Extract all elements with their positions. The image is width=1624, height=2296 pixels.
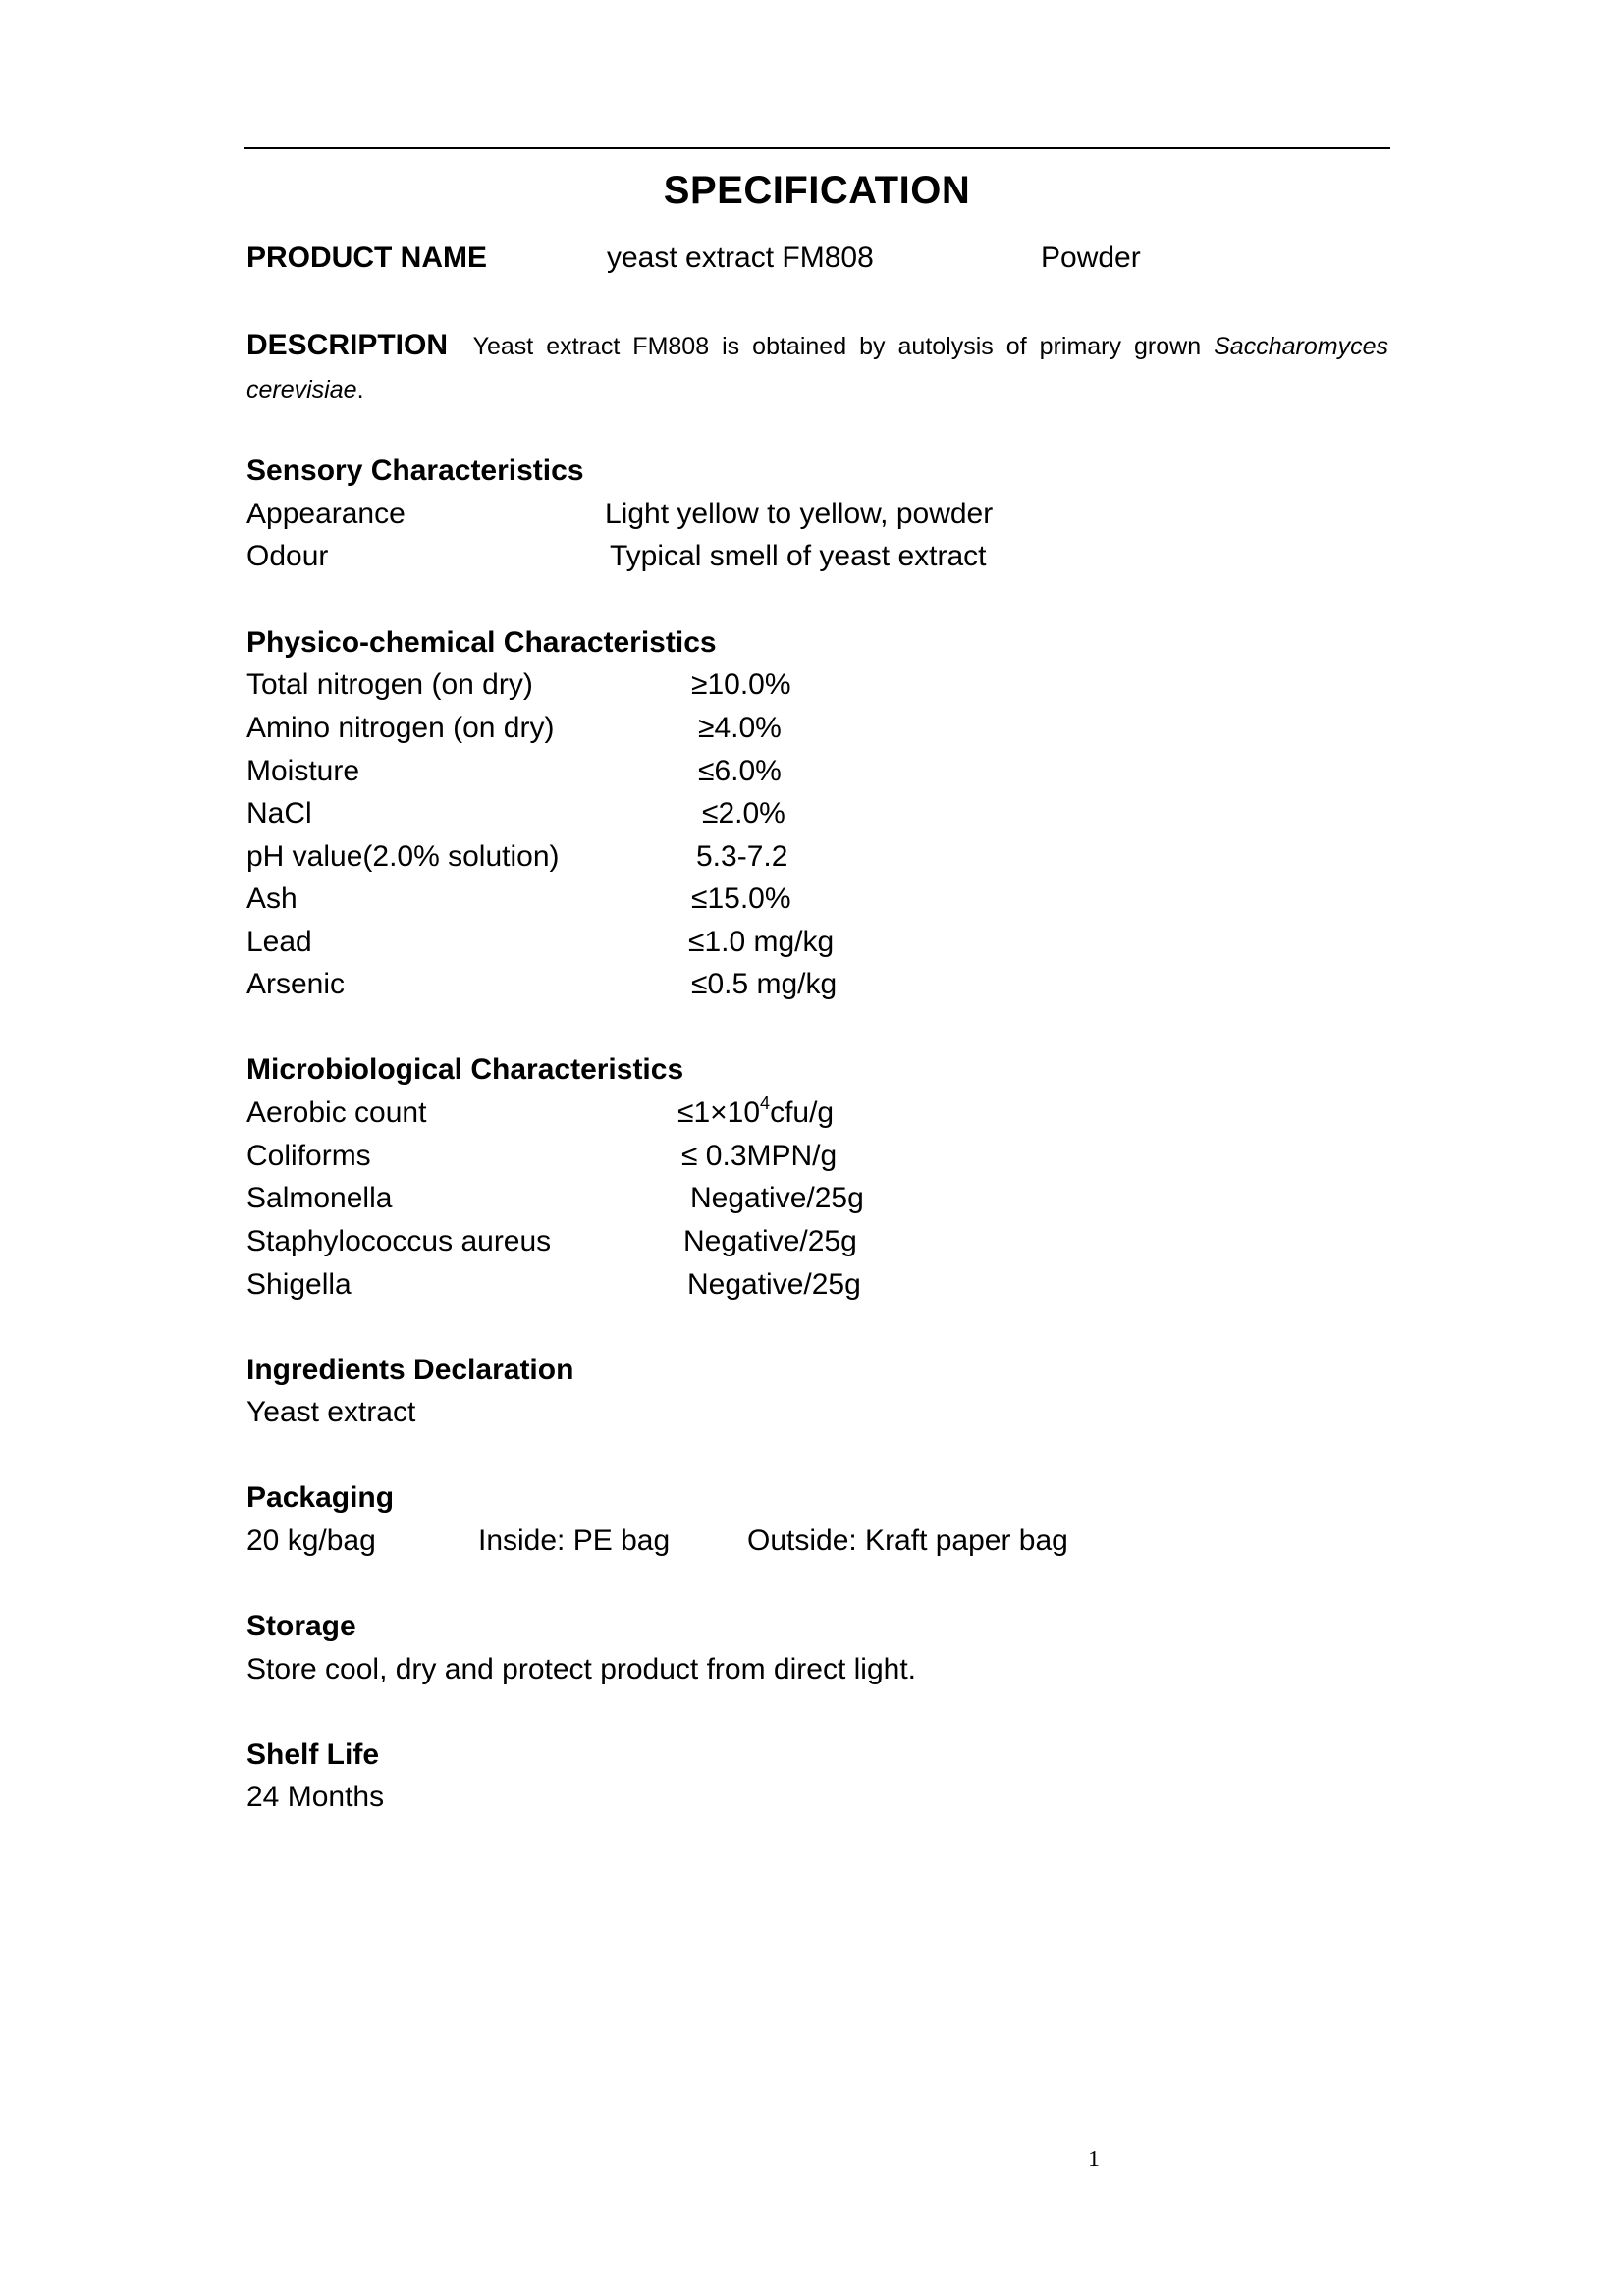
physico-row-label: Total nitrogen (on dry) — [246, 668, 533, 701]
micro-row-value: Negative/25g — [687, 1268, 861, 1301]
physico-row-label: NaCl — [246, 797, 312, 829]
description-text-end: . — [356, 376, 364, 403]
storage-text: Store cool, dry and protect product from direct light. — [246, 1653, 916, 1685]
description-species: Saccharomyces cerevisiae — [246, 333, 1388, 403]
physico-row-label: Amino nitrogen (on dry) — [246, 712, 555, 744]
description-paragraph — [246, 324, 1388, 411]
micro-heading: Microbiological Characteristics — [246, 1053, 684, 1086]
header-rule — [244, 147, 1390, 149]
micro-row-value — [677, 1095, 834, 1131]
micro-row-label: Aerobic count — [246, 1096, 427, 1129]
sensory-row-value: Typical smell of yeast extract — [610, 540, 987, 572]
shelf-life-heading: Shelf Life — [246, 1738, 380, 1771]
product-name-label: PRODUCT NAME — [246, 241, 487, 274]
packaging-outside: Outside: Kraft paper bag — [747, 1524, 1068, 1557]
physico-row-value: ≥10.0% — [691, 668, 791, 701]
page-number: 1 — [1088, 2147, 1100, 2172]
physico-row-value: ≤1.0 mg/kg — [688, 926, 835, 958]
physico-row-value: ≤6.0% — [698, 755, 782, 787]
physico-row-label: Arsenic — [246, 968, 346, 1000]
micro-row-label: Staphylococcus aureus — [246, 1225, 552, 1257]
description-text: Yeast extract FM808 is obtained by autolysis of primary grown — [472, 333, 1215, 360]
micro-row-label: Salmonella — [246, 1182, 393, 1214]
physico-row-label: Lead — [246, 926, 312, 958]
sensory-row-label: Odour — [246, 540, 329, 572]
description-label: DESCRIPTION — [246, 329, 449, 361]
micro-row-value: ≤ 0.3MPN/g — [681, 1140, 838, 1172]
physico-heading: Physico-chemical Characteristics — [246, 626, 717, 659]
physico-row-label: Moisture — [246, 755, 360, 787]
packaging-heading: Packaging — [246, 1481, 395, 1514]
physico-row-label: Ash — [246, 882, 298, 915]
packaging-weight: 20 kg/bag — [246, 1524, 376, 1557]
physico-row-value: 5.3-7.2 — [696, 840, 788, 873]
aerobic-value-base: ≤1×10 — [677, 1096, 761, 1129]
physico-row-value: ≤0.5 mg/kg — [691, 968, 838, 1000]
physico-row-value: ≤15.0% — [691, 882, 791, 915]
sensory-row-value: Light yellow to yellow, powder — [605, 498, 994, 530]
micro-row-label: Shigella — [246, 1268, 352, 1301]
micro-row-value: Negative/25g — [690, 1182, 864, 1214]
storage-heading: Storage — [246, 1610, 356, 1642]
product-form: Powder — [1041, 241, 1141, 274]
ingredients-heading: Ingredients Declaration — [246, 1354, 574, 1386]
micro-row-value: Negative/25g — [683, 1225, 857, 1257]
sensory-heading: Sensory Characteristics — [246, 454, 584, 487]
aerobic-value-exponent: 4 — [760, 1094, 771, 1113]
aerobic-value-unit: cfu/g — [770, 1096, 835, 1129]
ingredients-text: Yeast extract — [246, 1396, 416, 1428]
packaging-inside: Inside: PE bag — [478, 1524, 671, 1557]
physico-row-label: pH value(2.0% solution) — [246, 840, 560, 873]
micro-row-label: Coliforms — [246, 1140, 371, 1172]
physico-row-value: ≤2.0% — [702, 797, 785, 829]
shelf-life-text: 24 Months — [246, 1781, 385, 1813]
sensory-row-label: Appearance — [246, 498, 406, 530]
product-name-value: yeast extract FM808 — [607, 241, 874, 274]
document-title: SPECIFICATION — [663, 169, 971, 212]
physico-row-value: ≥4.0% — [698, 712, 782, 744]
